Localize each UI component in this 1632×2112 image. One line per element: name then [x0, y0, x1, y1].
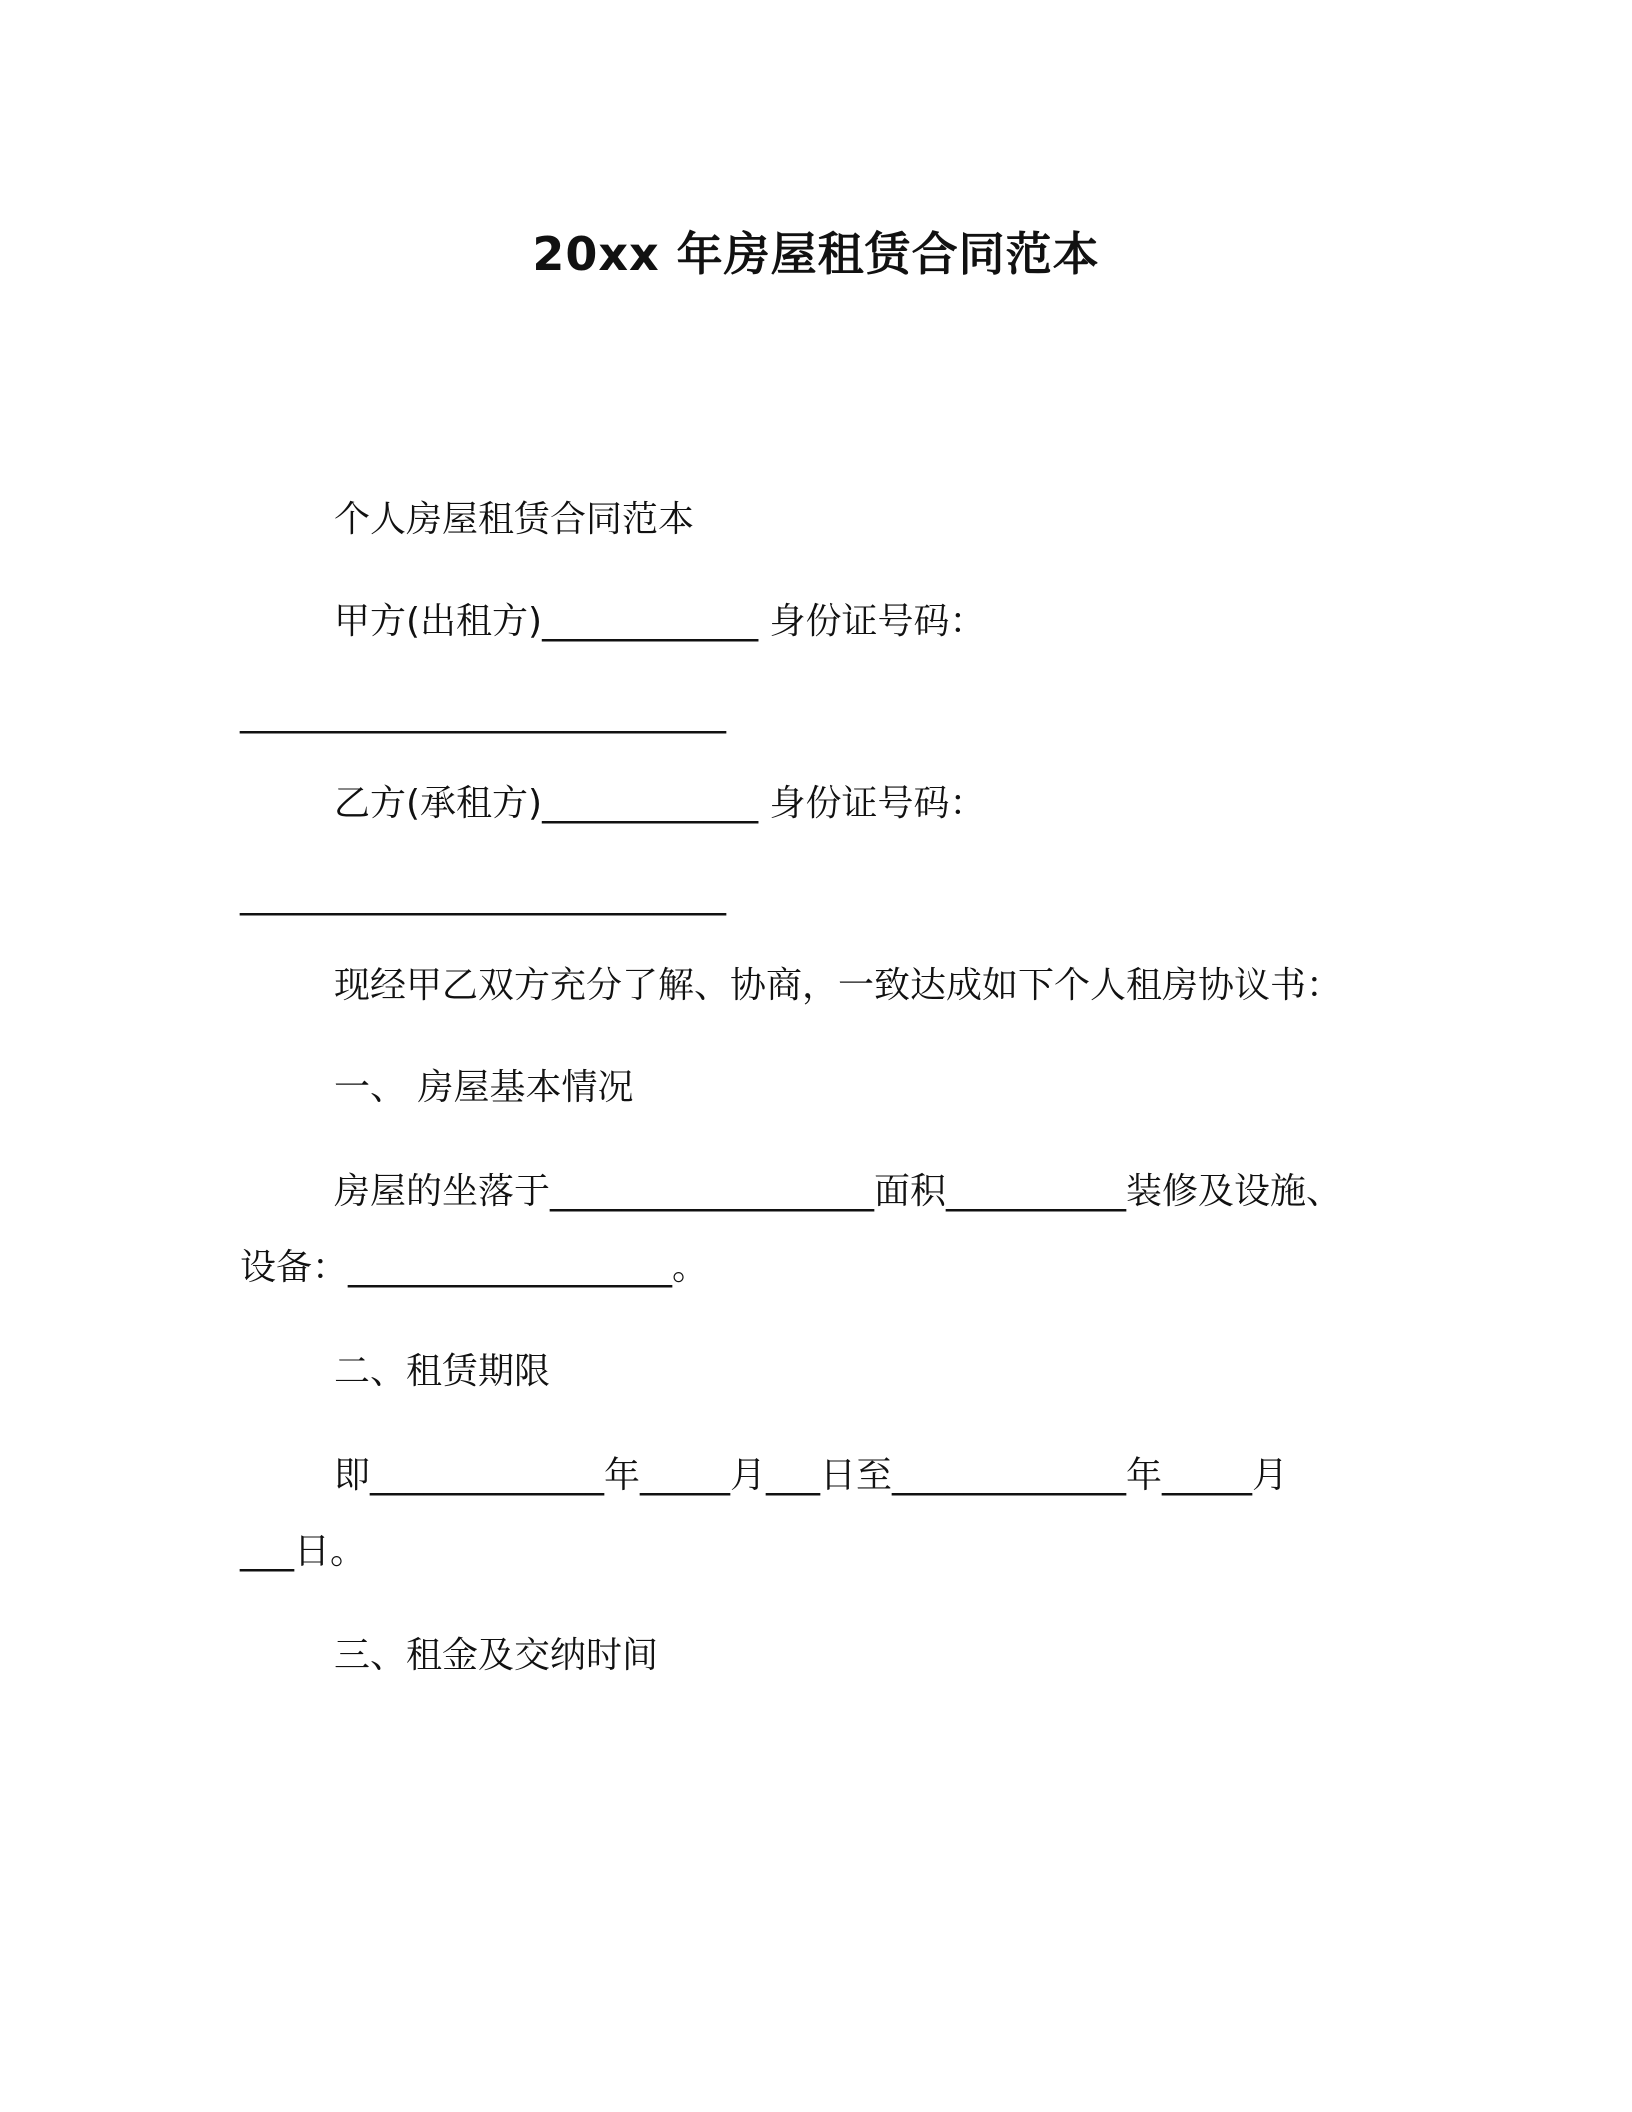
- party-b-id-blank: ___________________________: [240, 875, 726, 916]
- property-location-line: 房屋的坐落于__________________面积__________装修及设施、: [334, 1171, 1343, 1212]
- party-a-id-blank: ___________________________: [240, 693, 726, 734]
- section-2-heading: 二、租赁期限: [334, 1351, 551, 1392]
- property-equipment-line: 设备：__________________。: [240, 1247, 709, 1288]
- lease-term-end-line: ___日。: [240, 1531, 367, 1572]
- party-a-line: 甲方(出租方)____________ 身份证号码：: [334, 601, 986, 642]
- subtitle: 个人房屋租赁合同范本: [334, 499, 695, 540]
- document-title: 20xx 年房屋租赁合同范本: [532, 227, 1100, 281]
- party-b-line: 乙方(承租方)____________ 身份证号码：: [334, 783, 986, 824]
- section-3-heading: 三、租金及交纳时间: [334, 1635, 659, 1676]
- section-1-heading: 一、 房屋基本情况: [334, 1067, 634, 1108]
- agreement-intro: 现经甲乙双方充分了解、协商，一致达成如下个人租房协议书：: [334, 965, 1343, 1006]
- lease-term-line: 即_____________年_____月___日至_____________年_____月: [334, 1455, 1288, 1496]
